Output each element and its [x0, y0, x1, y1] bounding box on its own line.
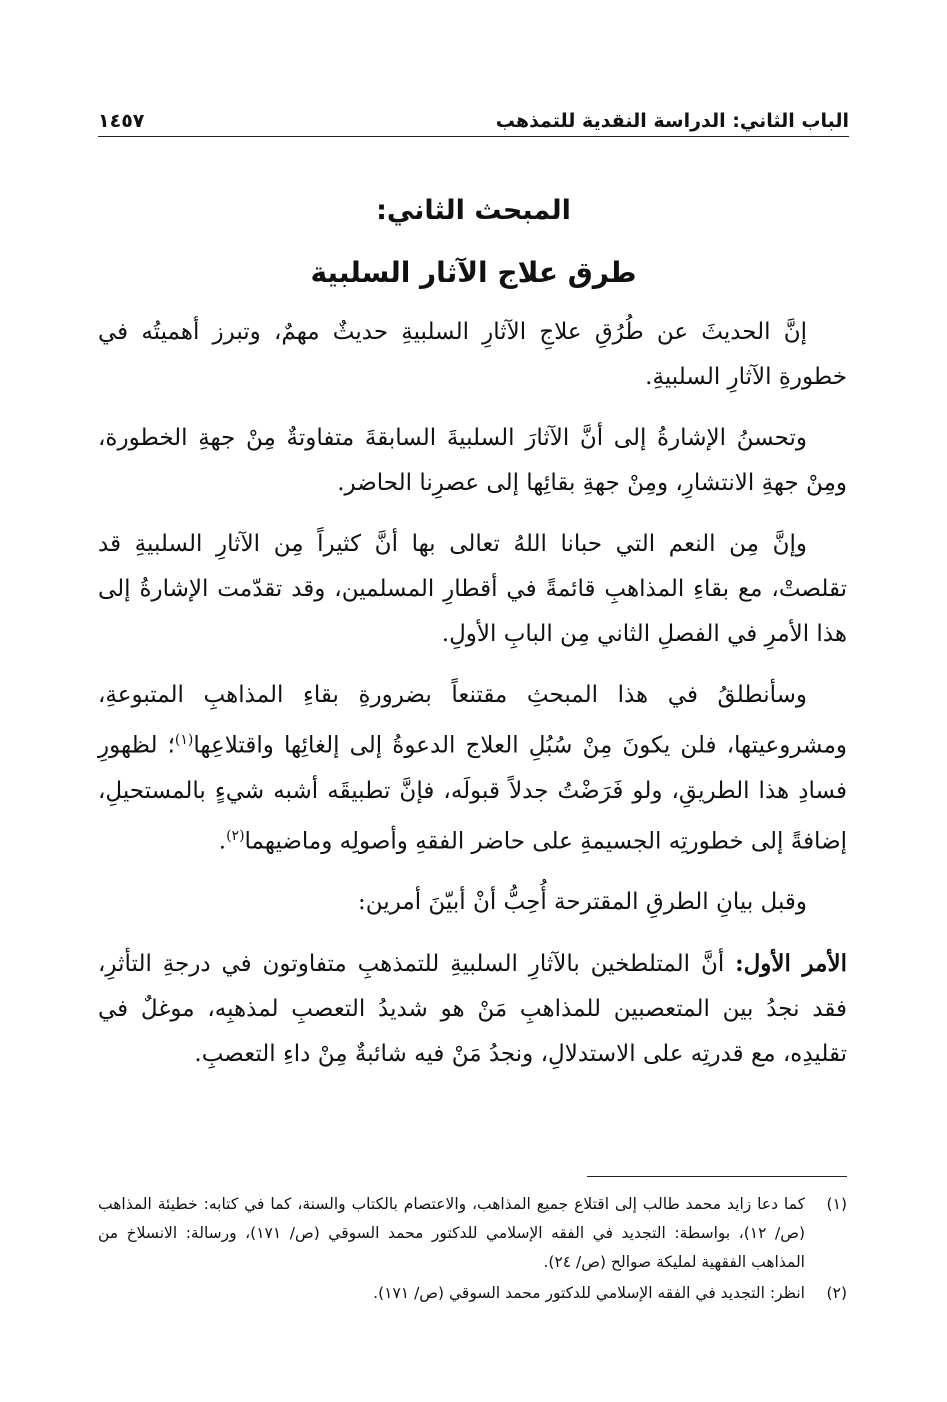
- paragraph-1: إنَّ الحديثَ عن طُرُقِ علاجِ الآثارِ السلبيةِ حديثٌ مهمٌ، وتبرز أهميتُه في خطورةِ الآثارِ السلبيةِ.: [98, 319, 847, 390]
- section-title: طرق علاج الآثار السلبية: [310, 256, 637, 289]
- footnote-1-text: كما دعا زايد محمد طالب إلى اقتلاع جميع المذاهب، والاعتصام بالكتاب والسنة، كما في كتابه: خطيئة المذاهب (ص/ ١٢)، بواسطة: التجديد في الفقه الإسلامي للدكتور محمد السوقي (ص/ ١٧١)، ورسالة: الانسلاخ من المذاهب الفقهية لمليكة صوالح (ص/ ٢٤).: [98, 1195, 805, 1271]
- footnote-1: [98, 1190, 847, 1277]
- page-number: ١٤٥٧: [98, 110, 145, 132]
- footnotes: [98, 1190, 847, 1310]
- body-text: [98, 310, 847, 1093]
- paragraph-6: [98, 941, 847, 1077]
- paragraph-4: [98, 673, 847, 864]
- footnote-1-number: (١): [826, 1195, 847, 1213]
- paragraph-4-part-2: ؛ لظهورِ فسادِ هذا الطريقِ، ولو فَرَضْتُ جدلاً قبولَه، فإنَّ تطبيقَه أشبه شيءٍ بالمستحيلِ، إضافةً إلى خطورتِه الجسيمةِ على حاضر الفقهِ وأصولِه وماضيهما: [98, 732, 847, 855]
- first-matter-text: أنَّ المتلطخين بالآثارِ السلبيةِ للتمذهبِ متفاوتون في درجةِ التأثرِ، فقد نجدُ بين المتعصبين للمذاهبِ مَنْ هو شديدُ التعصبِ لمذهبِه، موغلٌ في تقليدِه، مع قدرتِه على الاستدلالِ، ونجدُ مَنْ فيه شائبةٌ مِنْ داءِ التعصبِ.: [98, 951, 847, 1068]
- section-label: المبحث الثاني:: [376, 195, 571, 226]
- paragraph-4-part-1: وسأنطلقُ في هذا المبحثِ مقتنعاً بضرورةِ بقاءِ المذاهبِ المتبوعةِ، ومشروعيتها، فلن يكونَ مِنْ سُبُلِ العلاج الدعوةُ إلى إلغائِها واقتلاعِها: [98, 682, 848, 759]
- first-matter-lead: الأمر الأول:: [735, 950, 847, 978]
- running-header: [98, 98, 849, 137]
- footnote-2: [98, 1279, 847, 1308]
- footnote-ref-2[interactable]: (٢): [226, 827, 245, 844]
- paragraph-3: وإنَّ مِن النعم التي حبانا اللهُ تعالى بها أنَّ كثيراً مِن الآثارِ السلبيةِ قد تقلصتْ، مع بقاءِ المذاهبِ قائمةً في أقطارِ المسلمين، وقد تقدّمت الإشارةُ إلى هذا الأمرِ في الفصلِ الثاني مِن البابِ الأولِ.: [98, 531, 847, 647]
- footnote-2-text: انظر: التجديد في الفقه الإسلامي للدكتور محمد السوقي (ص/ ١٧١).: [373, 1284, 805, 1302]
- paragraph-2: وتحسنُ الإشارةُ إلى أنَّ الآثارَ السلبيةَ السابقةَ متفاوتةٌ مِنْ جهةِ الخطورة، ومِنْ جهةِ الانتشارِ، ومِنْ جهةِ بقائِها إلى عصرِنا الحاضر.: [98, 425, 847, 496]
- paragraph-4-part-3: .: [218, 828, 227, 855]
- paragraph-5: وقبل بيانِ الطرقِ المقترحة أُحِبُّ أنْ أبيّنَ أمرين:: [358, 889, 807, 916]
- footnote-2-number: (٢): [826, 1284, 847, 1302]
- footnote-separator: [587, 1176, 847, 1177]
- footnote-ref-1[interactable]: (١): [174, 732, 194, 748]
- header-title: الباب الثاني: الدراسة النقدية للتمذهب: [495, 110, 849, 132]
